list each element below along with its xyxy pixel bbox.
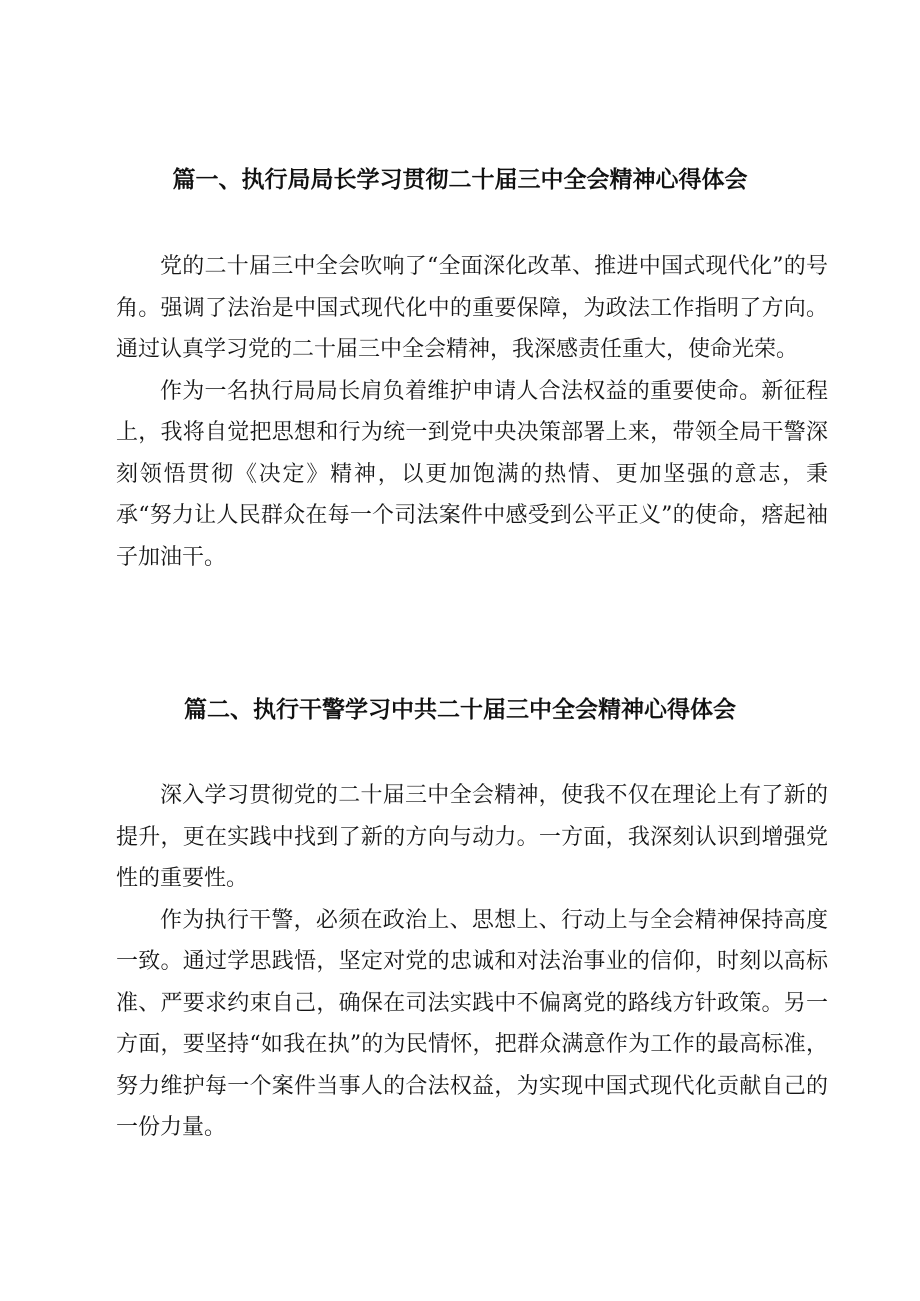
- section-1-paragraph-2: 作为一名执行局局长肩负着维护申请人合法权益的重要使命。新征程上，我将自觉把思想和行为统一到党中央决策部署上来，带领全局干警深刻领悟贯彻《决定》精神，以更加饱满的热情、更加坚强的意志，秉承“努力让人民群众在每一个司法案件中感受到公平正义”的使命，瘩起袖子加油干。: [116, 378, 828, 570]
- section-2-body: [116, 775, 828, 1149]
- section-1-paragraph-1: 党的二十届三中全会吹响了“全面深化改革、推进中国式现代化”的号角。强调了法治是中国式现代化中的重要保障，为政法工作指明了方向。通过认真学习党的二十届三中全会精神，我深感责任重大，使命光荣。: [116, 254, 828, 362]
- section-1-body: [116, 246, 828, 578]
- section-2-paragraph-2: 作为执行干警，必须在政治上、思想上、行动上与全会精神保持高度一致。通过学思践悟，坚定对党的忠诚和对法治事业的信仰，时刻以高标准、严要求约束自己，确保在司法实践中不偏离党的路线方针政策。另一方面，要坚持“如我在执”的为民情怀，把群众满意作为工作的最高标准，努力维护每一个案件当事人的合法权益，为实现中国式现代化贡献自己的一份力量。: [116, 907, 828, 1140]
- section-1-title: 篇一、执行局局长学习贯彻二十届三中全会精神心得体会: [172, 167, 748, 193]
- section-2-paragraph-1: 深入学习贯彻党的二十届三中全会精神，使我不仅在理论上有了新的提升，更在实践中找到了新的方向与动力。一方面，我深刻认识到增强党性的重要性。: [116, 783, 828, 891]
- section-2-title: 篇二、执行干警学习中共二十届三中全会精神心得体会: [184, 697, 736, 723]
